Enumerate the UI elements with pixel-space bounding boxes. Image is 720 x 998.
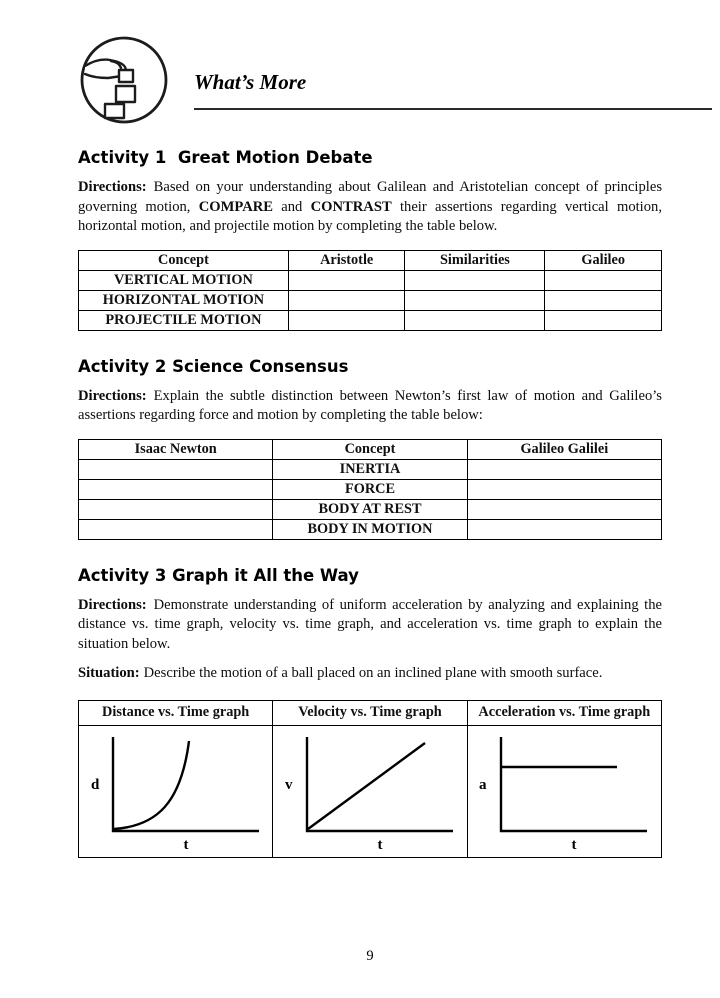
answer-cell	[467, 459, 661, 479]
answer-cell	[545, 290, 662, 310]
directions-text: Demonstrate understanding of uniform acceleration by analyzing and explaining the distance vs. time graph, velocity vs. time graph, and acceleration vs. time graph to explain the situation below.	[78, 596, 662, 652]
distance-vs-time-graph	[83, 731, 269, 855]
answer-cell	[467, 519, 661, 539]
col-header-galileo-galilei: Galileo Galilei	[467, 439, 661, 459]
block-middle	[116, 86, 135, 102]
table-row	[79, 290, 662, 310]
y-axis-label: d	[90, 776, 99, 793]
col-header-galileo: Galileo	[545, 250, 662, 270]
answer-cell	[79, 519, 273, 539]
answer-cell	[288, 290, 405, 310]
row-label-horizontal-motion: HORIZONTAL MOTION	[79, 290, 289, 310]
contrast-bold-text: CONTRAST	[310, 198, 392, 215]
whats-more-icon-wrap	[78, 34, 170, 126]
concept-body-at-rest: BODY AT REST	[273, 499, 467, 519]
y-axis-label: v	[284, 776, 293, 793]
answer-cell	[405, 310, 545, 330]
compare-bold-text: COMPARE	[198, 198, 274, 215]
activity3-directions	[78, 596, 662, 655]
velocity-graph-cell	[273, 725, 467, 857]
directions-text: Explain the subtle distinction between Newton’s first law of motion and Galileo’s assertions regarding force and motion by completing the table below:	[78, 387, 662, 424]
section-title-band	[194, 34, 712, 110]
velocity-vs-time-graph	[277, 731, 463, 855]
col-header-isaac-newton: Isaac Newton	[79, 439, 273, 459]
acceleration-vs-time-graph	[471, 731, 657, 855]
concept-inertia: INERTIA	[273, 459, 467, 479]
answer-cell	[79, 479, 273, 499]
hand-stacking-blocks-icon	[78, 34, 170, 126]
answer-cell	[405, 290, 545, 310]
section-title: What’s More	[194, 70, 307, 94]
graphs-row	[79, 725, 662, 857]
col-header-aristotle: Aristotle	[288, 250, 405, 270]
directions-label: Directions:	[78, 596, 147, 613]
activity2-heading: Activity 2 Science Consensus	[78, 356, 349, 376]
table-header-row	[79, 439, 662, 459]
activity3-graphs-table	[78, 700, 662, 858]
axes	[307, 737, 453, 831]
activity1-directions	[78, 178, 662, 237]
block-bottom	[105, 104, 124, 118]
directions-text-part2: and	[273, 198, 311, 215]
activity1-table	[78, 250, 662, 331]
answer-cell	[288, 270, 405, 290]
answer-cell	[545, 270, 662, 290]
acceleration-graph-cell	[467, 725, 661, 857]
directions-text-part1: Based on your understanding about Galilean and Aristotelian concept of principles governing motion,	[78, 179, 662, 215]
table-header-row	[79, 250, 662, 270]
velocity-line	[308, 743, 425, 829]
answer-cell	[405, 270, 545, 290]
table-header-row	[79, 700, 662, 725]
distance-curve	[114, 741, 189, 829]
col-header-similarities: Similarities	[405, 250, 545, 270]
distance-graph-cell	[79, 725, 273, 857]
directions-label: Directions:	[78, 179, 147, 195]
concept-body-in-motion: BODY IN MOTION	[273, 519, 467, 539]
table-row	[79, 519, 662, 539]
answer-cell	[467, 479, 661, 499]
answer-cell	[288, 310, 405, 330]
col-header-concept: Concept	[79, 250, 289, 270]
x-axis-label: t	[571, 836, 577, 853]
answer-cell	[79, 459, 273, 479]
col-header-velocity-graph: Velocity vs. Time graph	[273, 700, 467, 725]
activity2-directions	[78, 387, 662, 426]
y-axis-label: a	[479, 776, 487, 793]
directions-label: Directions:	[78, 387, 147, 404]
row-label-projectile-motion: PROJECTILE MOTION	[79, 310, 289, 330]
table-row	[79, 499, 662, 519]
col-header-acceleration-graph: Acceleration vs. Time graph	[467, 700, 661, 725]
table-row	[79, 310, 662, 330]
row-label-vertical-motion: VERTICAL MOTION	[79, 270, 289, 290]
table-row	[79, 479, 662, 499]
axes	[501, 737, 647, 831]
concept-force: FORCE	[273, 479, 467, 499]
x-axis-label: t	[183, 836, 189, 853]
answer-cell	[545, 310, 662, 330]
x-axis-label: t	[377, 836, 383, 853]
table-row	[79, 459, 662, 479]
activity3-heading: Activity 3 Graph it All the Way	[78, 565, 359, 585]
directions-text-part3: their assertions regarding vertical motion, horizontal motion, and projectile motion by completing the table below.	[78, 198, 662, 235]
axes	[113, 737, 259, 831]
answer-cell	[467, 499, 661, 519]
page-number: 9	[366, 948, 374, 964]
table-row	[79, 270, 662, 290]
answer-cell	[79, 499, 273, 519]
situation-text: Describe the motion of a ball placed on an inclined plane with smooth surface.	[143, 665, 603, 682]
activity1-heading: Activity 1 Great Motion Debate	[78, 148, 373, 167]
situation-label: Situation:	[78, 665, 140, 682]
col-header-concept: Concept	[273, 439, 467, 459]
col-header-distance-graph: Distance vs. Time graph	[79, 700, 273, 725]
section-header	[78, 34, 662, 126]
activity2-table	[78, 439, 662, 540]
activity3-situation	[78, 664, 662, 684]
block-in-hand	[119, 70, 133, 82]
